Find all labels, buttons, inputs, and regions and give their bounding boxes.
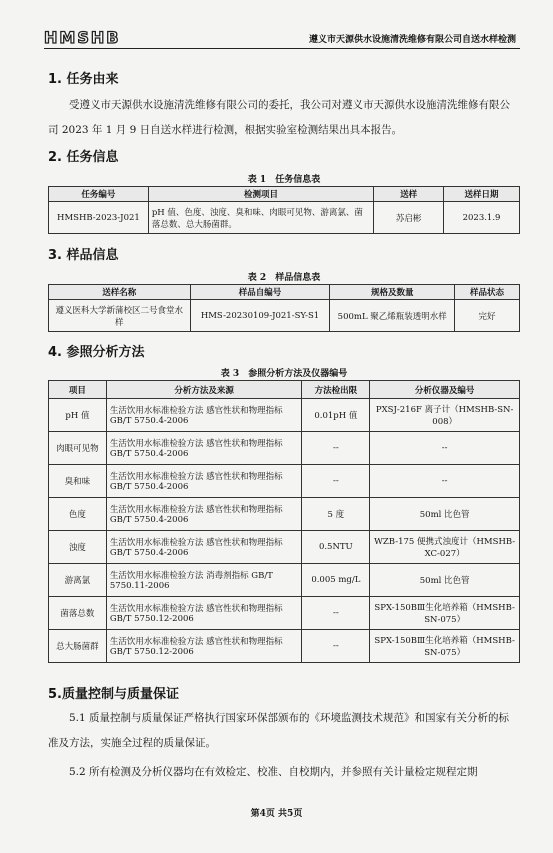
instrument: SPX-150BⅢ生化培养箱（HMSHB-SN-075） [370,630,520,663]
instrument: SPX-150BⅢ生化培养箱（HMSHB-SN-075） [370,597,520,630]
table-1-caption: 表 1 任务信息表 [247,175,321,185]
detection-limit: 0.01pH 值 [302,399,370,432]
table-header: 任务编号 [49,187,149,202]
sample-code: HMS-20230109-J021-SY-S1 [190,300,330,332]
sample-info-table [48,284,520,332]
table-row [49,465,520,498]
instrument: 50ml 比色管 [370,498,520,531]
method: 生活饮用水标准检验方法 感官性状和物理指标 GB/T 5750.4-2006 [106,399,302,432]
section-1-paragraph: 受遵义市天源供水设施清洗维修有限公司的委托，我公司对遵义市天源供水设施清洗维修有限公司 2023 年 1 月 9 日自送水样进行检测，根据实验室检测结果出具本报告。 [48,99,510,136]
table-2-caption: 表 2 样品信息表 [247,273,321,283]
page-number: 第4页 共5页 [250,809,303,819]
item-name: 浊度 [49,531,107,564]
detection-limit: -- [302,432,370,465]
table-row [49,630,520,663]
methods-table [48,380,520,663]
table-row [49,202,520,234]
section-4-title: 4. 参照分析方法 [48,345,145,360]
table-header: 送样名称 [49,285,191,300]
item-name: 菌落总数 [49,597,107,630]
item-name: pH 值 [49,399,107,432]
method: 生活饮用水标准检验方法 感官性状和物理指标 GB/T 5750.4-2006 [106,531,302,564]
table-header: 样品自编号 [190,285,330,300]
test-items: pH 值、色度、浊度、臭和味、肉眼可见物、游离氯、菌落总数、总大肠菌群。 [148,202,373,234]
send-date: 2023.1.9 [444,202,520,234]
section-1-title: 1. 任务由来 [48,72,119,87]
detection-limit: 0.005 mg/L [302,564,370,597]
table-header: 方法检出限 [302,381,370,399]
table-row [49,531,520,564]
section-3-title: 3. 样品信息 [48,248,119,263]
instrument: 50ml 比色管 [370,564,520,597]
table-row [49,597,520,630]
method: 生活饮用水标准检验方法 感官性状和物理指标 GB/T 5750.12-2006 [106,597,302,630]
sender: 苏启彬 [374,202,444,234]
table-header: 送样 [374,187,444,202]
table-header: 分析仪器及编号 [370,381,520,399]
method: 生活饮用水标准检验方法 消毒剂指标 GB/T 5750.11-2006 [106,564,302,597]
sample-name: 遵义医科大学新蒲校区二号食堂水样 [49,300,191,332]
header-divider [44,48,520,49]
task-info-table [48,186,520,234]
method: 生活饮用水标准检验方法 感官性状和物理指标 GB/T 5750.12-2006 [106,630,302,663]
item-name: 色度 [49,498,107,531]
item-name: 总大肠菌群 [49,630,107,663]
detection-limit: 5 度 [302,498,370,531]
table-header: 样品状态 [455,285,520,300]
sample-spec: 500mL 聚乙烯瓶装透明水样 [330,300,455,332]
header-title: 遵义市天源供水设施清洗维修有限公司自送水样检测 [308,35,516,45]
table-row [49,399,520,432]
method: 生活饮用水标准检验方法 感官性状和物理指标 GB/T 5750.4-2006 [106,498,302,531]
company-logo: HMSHB [44,28,121,47]
table-header: 项目 [49,381,107,399]
sample-status: 完好 [455,300,520,332]
table-row [49,564,520,597]
item-name: 游离氯 [49,564,107,597]
table-header: 检测项目 [148,187,373,202]
detection-limit: -- [302,465,370,498]
instrument: WZB-175 便携式浊度计（HMSHB-XC-027） [370,531,520,564]
task-id: HMSHB-2023-J021 [49,202,149,234]
table-3-caption: 表 3 参照分析方法及仪器编号 [220,369,348,379]
item-name: 臭和味 [49,465,107,498]
table-header: 分析方法及来源 [106,381,302,399]
method: 生活饮用水标准检验方法 感官性状和物理指标 GB/T 5750.4-2006 [106,465,302,498]
detection-limit: -- [302,630,370,663]
page-header [44,28,524,48]
item-name: 肉眼可见物 [49,432,107,465]
instrument: -- [370,432,520,465]
table-row [49,498,520,531]
table-row [49,432,520,465]
section-5-paragraph-1: 5.1 质量控制与质量保证严格执行国家环保部颁布的《环境监测技术规范》和国家有关分析的标准及方法，实施全过程的质量保证。 [48,712,510,749]
instrument: -- [370,465,520,498]
method: 生活饮用水标准检验方法 感官性状和物理指标 GB/T 5750.4-2006 [106,432,302,465]
section-2-title: 2. 任务信息 [48,150,119,165]
instrument: PXSJ-216F 离子计（HMSHB-SN-008） [370,399,520,432]
detection-limit: 0.5NTU [302,531,370,564]
table-header: 送样日期 [444,187,520,202]
table-header: 规格及数量 [330,285,455,300]
section-5-title: 5.质量控制与质量保证 [48,687,179,702]
detection-limit: -- [302,597,370,630]
table-row [49,300,520,332]
section-5-paragraph-2: 5.2 所有检测及分析仪器均在有效检定、校准、自校期内，并参照有关计量检定规程定期 [69,766,478,778]
